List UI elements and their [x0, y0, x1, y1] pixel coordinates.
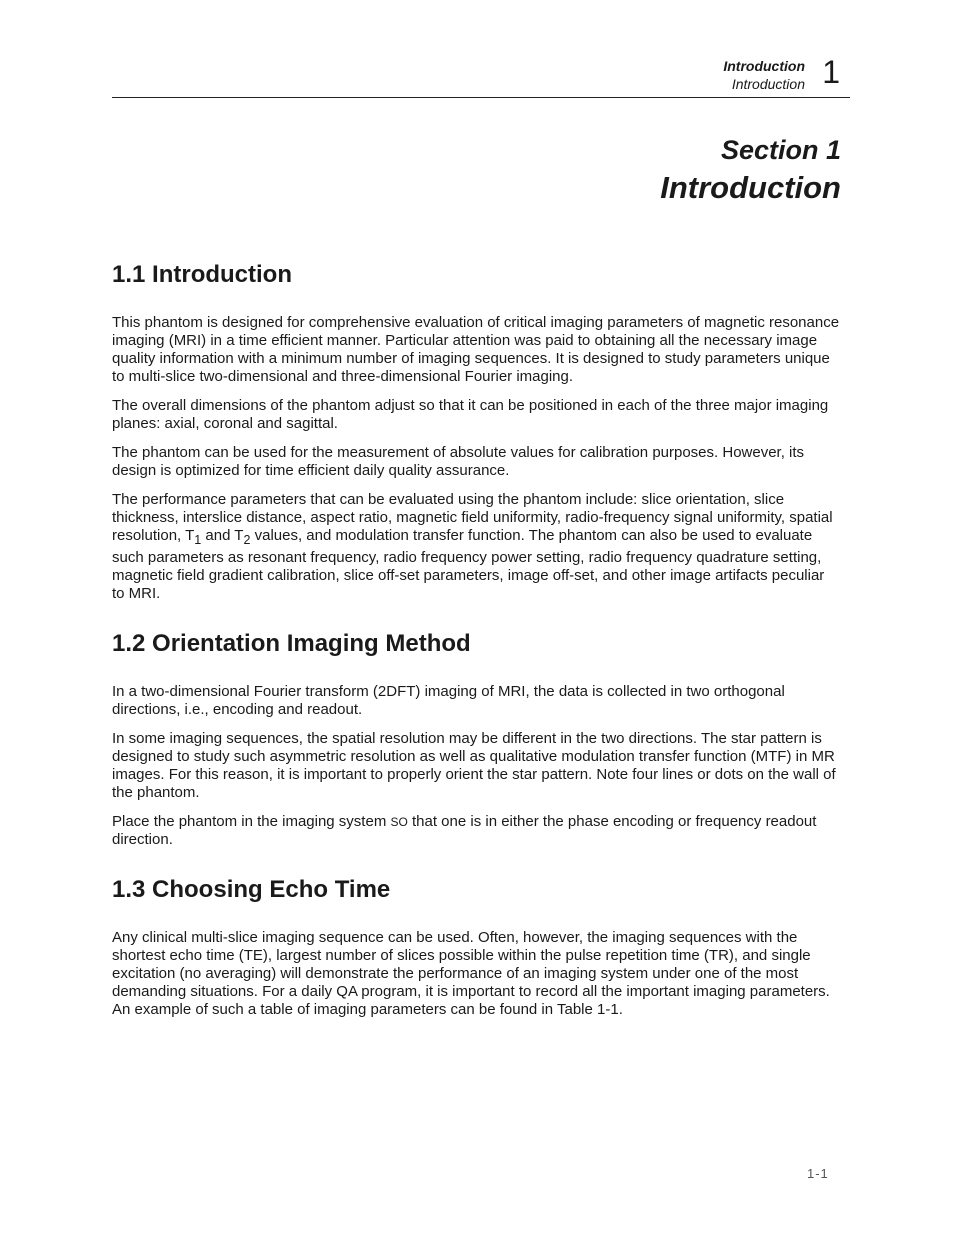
chapter-number: 1	[822, 54, 840, 90]
paragraph: This phantom is designed for comprehensive evaluation of critical imaging parameters of magnetic resonance imaging (MRI) in a time efficient manner. Particular attention was paid to obtaining all the necessary image quality information with a minimum number of imaging sequences. It is designed to study parameters unique to multi-slice two-dimensional and three-dimensional Fourier imaging.	[112, 314, 840, 385]
text-run: values, and modulation transfer function. The phantom can also be used to evaluate such parameters as resonant frequency, radio frequency power setting, radio frequency quadrature setting, magnetic field gradient calibration, slice off-set parameters, image off-set, and other image artifacts peculiar to MRI.	[112, 527, 825, 602]
page-number: 1-1	[807, 1166, 829, 1181]
running-header-subtitle: Introduction	[731, 76, 805, 92]
subscript: 2	[243, 533, 251, 547]
subsection-heading: 1.1 Introduction	[112, 261, 292, 288]
subsection-introduction	[112, 258, 840, 603]
paragraph: In some imaging sequences, the spatial resolution may be different in the two directions. The star pattern is designed to study such asymmetric resolution as well as qualitative modulation transfer function (MTF) in MR images. For this reason, it is important to properly orient the star pattern. Note four lines or dots on the wall of the phantom.	[112, 730, 836, 801]
subscript: 1	[194, 533, 202, 547]
section-title-block	[660, 134, 841, 210]
paragraph: In a two-dimensional Fourier transform (2DFT) imaging of MRI, the data is collected in two orthogonal directions, i.e., encoding and readout.	[112, 683, 785, 718]
subsection-heading: 1.2 Orientation Imaging Method	[112, 630, 471, 657]
section-label: Section 1	[720, 135, 841, 165]
text-run-small: SO	[390, 815, 408, 829]
subsection-echo-time	[112, 873, 840, 1019]
text-run: Place the phantom in the imaging system	[112, 813, 391, 830]
section-name: Introduction	[660, 170, 841, 205]
paragraph: The phantom can be used for the measurement of absolute values for calibration purposes. However, its design is optimized for time efficient daily quality assurance.	[112, 444, 805, 479]
running-header	[112, 55, 850, 98]
text-run: that one is in either the phase encoding or frequency readout direction.	[112, 813, 817, 848]
running-header-text	[723, 57, 805, 93]
paragraph	[112, 491, 840, 603]
text-run: The performance parameters that can be evaluated using the phantom include: slice orientation, slice thickness, interslice distance, aspect ratio, magnetic field uniformity, radio-frequency signal uniformity, spatial resolution, T	[112, 491, 833, 544]
subsection-heading: 1.3 Choosing Echo Time	[112, 876, 391, 903]
paragraph: Any clinical multi-slice imaging sequence can be used. Often, however, the imaging sequences with the shortest echo time (TE), largest number of slices possible within the pulse repetition time (TR), and single excitation (no averaging) will demonstrate the performance of an imaging system under one of the most demanding situations. For a daily QA program, it is important to record all the important imaging parameters. An example of such a table of imaging parameters can be found in Table 1-1.	[112, 929, 830, 1018]
subsection-orientation	[112, 627, 840, 849]
running-header-title: Introduction	[723, 58, 805, 74]
paragraph: The overall dimensions of the phantom adjust so that it can be positioned in each of the three major imaging planes: axial, coronal and sagittal.	[112, 397, 829, 432]
paragraph	[112, 813, 840, 849]
main-content	[112, 258, 840, 1030]
text-run: and T	[201, 527, 244, 544]
